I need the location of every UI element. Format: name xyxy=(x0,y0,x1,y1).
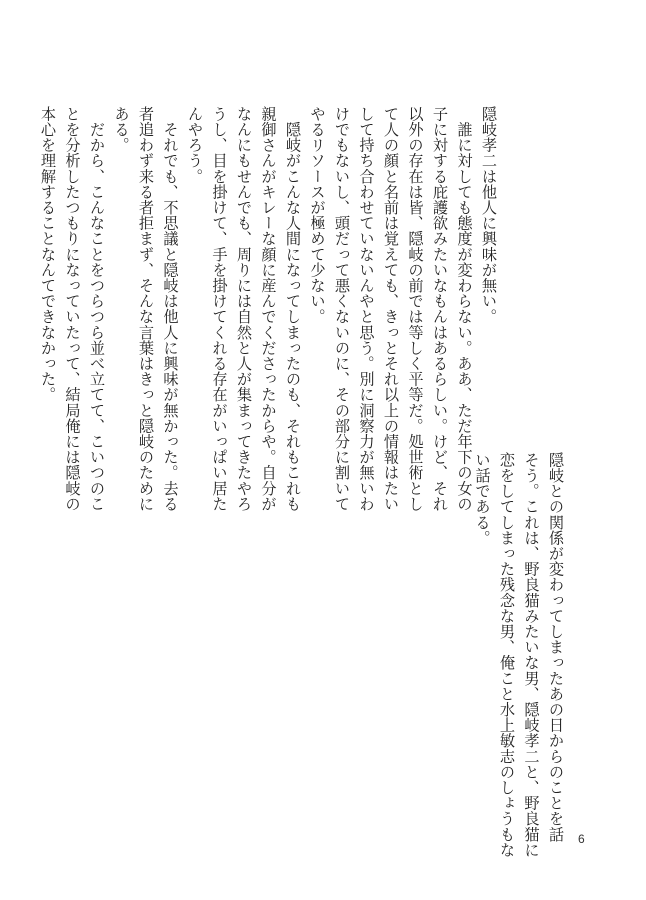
text-line: 隠岐との関係が変わってしまったあの日からのことを話 xyxy=(547,452,565,842)
text-line: 親御さんがキレーな顔に産んでくださったからや。自分が xyxy=(259,106,278,512)
opening-text-block xyxy=(470,452,568,858)
text-line: 隠岐孝二は他人に興味が無い。 xyxy=(480,106,498,325)
text-line: うし、目を掛けて、手を掛けてくれる存在がいっぱい居た xyxy=(210,106,229,512)
text-line: なんにもせんでも、周りには自然と人が集まってきたやろ xyxy=(235,106,253,512)
text-line: 者追わず来る者拒まず、そんな言葉はきっと隠岐のために xyxy=(137,106,155,512)
text-line: い話である。 xyxy=(473,452,492,546)
text-line: 子に対する庇護欲みたいなもんはあるらしい。けど、それ xyxy=(431,106,449,512)
text-line: 本心を理解することなんてできなかった。 xyxy=(39,106,57,403)
text-line: 恋をしてしまった残念な男、俺こと水上敏志のしょうもな xyxy=(498,452,516,858)
text-line: ある。 xyxy=(112,106,131,153)
text-line: て人の顔と名前は覚えても、きっとそれ以上の情報はたい xyxy=(382,106,400,512)
text-line: 誰に対しても態度が変わらない。ああ、ただ年下の女の xyxy=(455,106,474,512)
text-line: んやろう。 xyxy=(186,106,204,184)
text-line: 以外の存在は皆、隠岐の前では等しく平等だ。処世術とし xyxy=(406,106,425,512)
text-line: とを分析したつもりになっていたって、結局俺には隠岐の xyxy=(63,106,82,512)
text-line: それでも、不思議と隠岐は他人に興味が無かった。去る xyxy=(161,106,180,512)
main-text-block xyxy=(36,106,502,512)
text-line: だから、こんなことをつらつら並べ立てて、こいつのこ xyxy=(88,106,106,512)
text-line: そう。これは、野良猫みたいな男、隠岐孝二と、野良猫に xyxy=(522,452,541,858)
text-line: やるリソースが極めて少ない。 xyxy=(308,106,327,325)
text-line: して持ち合わせていないんやと思う。別に洞察力が無いわ xyxy=(357,106,376,512)
text-line: けでもないし、頭だって悪くないのに、その部分に割いて xyxy=(333,106,351,512)
page-number: 6 xyxy=(578,832,585,846)
text-line: 隠岐がこんな人間になってしまったのも、それもこれも xyxy=(284,106,302,512)
